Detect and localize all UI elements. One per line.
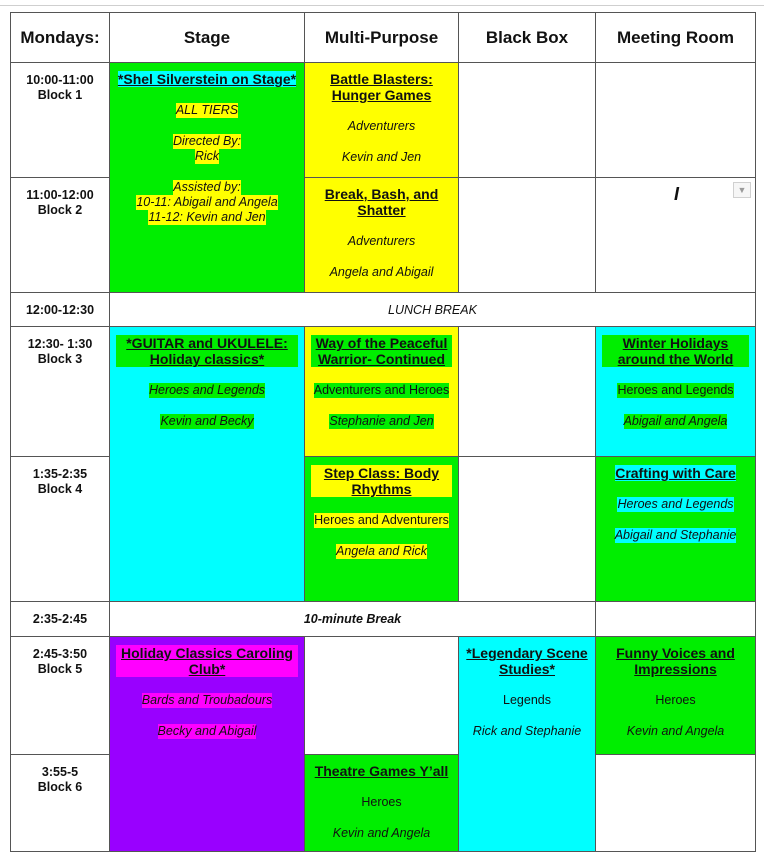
header-stage-label: Stage — [183, 27, 231, 47]
event-assisted-1: 10-11: Abigail and Angela — [136, 195, 278, 209]
event-tier: Bards and Troubadours — [141, 693, 273, 707]
event-step-class — [304, 456, 459, 602]
time-label: 2:35-2:45 — [32, 612, 88, 626]
event-title: Step Class: Body Rhythms — [311, 465, 452, 497]
time-block-2 — [10, 177, 110, 293]
event-staff: Kevin and Jen — [341, 150, 422, 164]
header-multipurpose-label: Multi-Purpose — [324, 27, 439, 47]
header-blackbox — [458, 12, 596, 63]
ten-minute-break-row — [109, 601, 596, 637]
event-staff: Angela and Abigail — [329, 265, 434, 279]
event-title: Funny Voices and Impressions — [616, 645, 735, 677]
event-tier: Heroes and Legends — [617, 383, 734, 397]
event-staff: Becky and Abigail — [157, 724, 257, 738]
event-tier: Adventurers — [347, 119, 416, 133]
time-block-5 — [10, 636, 110, 755]
event-tier: Heroes and Adventurers — [314, 513, 449, 527]
time-label: 2:45-3:50 — [32, 647, 88, 661]
event-staff: Stephanie and Jen — [329, 414, 434, 428]
header-blackbox-label: Black Box — [485, 27, 569, 47]
event-theatre-games — [304, 754, 459, 852]
header-meeting-room-label: Meeting Room — [616, 27, 735, 47]
header-day-label: Mondays: — [20, 27, 100, 47]
event-battle-blasters — [304, 62, 459, 178]
event-title: Way of the Peaceful Warrior- Continued — [311, 335, 452, 367]
event-staff: Kevin and Angela — [332, 826, 431, 840]
block-label: Block 1 — [37, 88, 83, 102]
block-label: Block 6 — [37, 780, 83, 794]
event-title: Winter Holidays around the World — [602, 335, 749, 367]
blackbox-block-4-empty — [458, 456, 596, 602]
text-cursor-mark: I — [674, 184, 680, 204]
event-staff: Kevin and Angela — [626, 724, 725, 738]
lunch-break-label: LUNCH BREAK — [388, 302, 477, 317]
event-title: *Shel Silverstein on Stage* — [117, 71, 297, 87]
time-lunch — [10, 292, 110, 327]
event-directed-label: Directed By: — [172, 134, 242, 148]
event-tier: Heroes and Legends — [148, 383, 266, 397]
event-peaceful-warrior — [304, 326, 459, 457]
event-staff: Abigail and Stephanie — [614, 528, 737, 542]
event-legendary-scene-studies — [458, 636, 596, 852]
lunch-break-row — [109, 292, 756, 327]
event-tier: Adventurers — [347, 234, 416, 248]
ten-minute-break-label: 10-minute Break — [303, 612, 402, 626]
header-multipurpose — [304, 12, 459, 63]
multipurpose-block-5-empty — [304, 636, 459, 755]
time-label: 12:30- 1:30 — [27, 337, 93, 351]
block-label: Block 5 — [37, 662, 83, 676]
header-meeting-room — [595, 12, 756, 63]
event-shel-silverstein — [109, 62, 305, 293]
meeting-block-2-cell[interactable] — [595, 177, 756, 293]
event-title: Holiday Classics Caroling Club* — [116, 645, 298, 677]
time-label: 11:00-12:00 — [26, 188, 94, 202]
blackbox-block-1-empty — [458, 62, 596, 178]
header-stage — [109, 12, 305, 63]
chevron-down-icon[interactable]: ▼ — [733, 182, 751, 198]
header-day — [10, 12, 110, 63]
time-label: 1:35-2:35 — [32, 467, 88, 481]
event-staff: Abigail and Angela — [623, 414, 728, 428]
event-winter-holidays — [595, 326, 756, 457]
break-meeting-room-empty — [595, 601, 756, 637]
time-block-3 — [10, 326, 110, 457]
event-title: *GUITAR and UKULELE: Holiday classics* — [116, 335, 298, 367]
event-tier: Heroes — [655, 693, 696, 707]
time-block-4 — [10, 456, 110, 602]
event-caroling-club — [109, 636, 305, 852]
event-title: Break, Bash, and Shatter — [324, 186, 439, 218]
event-funny-voices — [595, 636, 756, 755]
event-assisted-2: 11-12: Kevin and Jen — [148, 210, 266, 224]
time-block-1 — [10, 62, 110, 178]
blackbox-block-3-empty — [458, 326, 596, 457]
top-divider — [0, 5, 764, 6]
event-title: Theatre Games Y’all — [314, 763, 449, 779]
meeting-block-1-empty — [595, 62, 756, 178]
time-block-6 — [10, 754, 110, 852]
event-guitar-ukulele — [109, 326, 305, 602]
blackbox-block-2-empty — [458, 177, 596, 293]
time-label: 12:00-12:30 — [25, 302, 95, 317]
event-staff: Angela and Rick — [335, 544, 428, 558]
event-staff: Kevin and Becky — [160, 414, 254, 428]
event-title: Battle Blasters: Hunger Games — [330, 71, 433, 103]
event-crafting-with-care — [595, 456, 756, 602]
block-label: Block 4 — [37, 482, 83, 496]
time-break — [10, 601, 110, 637]
event-title: Crafting with Care — [615, 465, 736, 481]
block-label: Block 2 — [37, 203, 83, 217]
event-tier: Heroes — [361, 795, 402, 809]
event-tier: Adventurers and Heroes — [313, 383, 450, 397]
event-tier: Heroes and Legends — [617, 497, 734, 511]
time-label: 3:55-5 — [41, 765, 79, 779]
event-directed-name: Rick — [194, 149, 220, 163]
meeting-block-6-empty — [595, 754, 756, 852]
event-tier: Legends — [503, 693, 551, 707]
time-label: 10:00-11:00 — [26, 73, 94, 87]
event-tiers: ALL TIERS — [175, 103, 239, 117]
event-title: *Legendary Scene Studies* — [466, 645, 588, 677]
block-label: Block 3 — [37, 352, 83, 366]
event-assisted-label: Assisted by: — [173, 180, 241, 194]
event-staff: Rick and Stephanie — [472, 724, 582, 738]
event-break-bash-shatter — [304, 177, 459, 293]
